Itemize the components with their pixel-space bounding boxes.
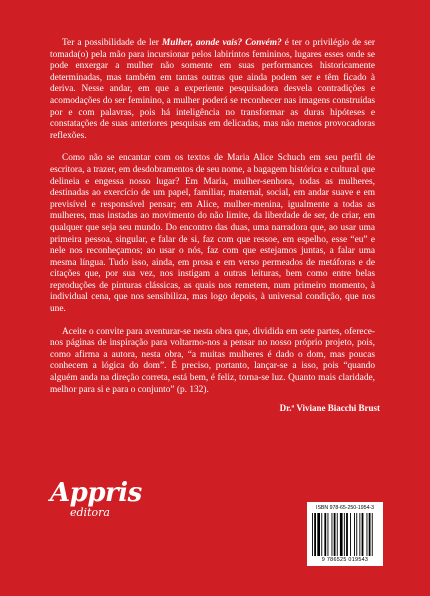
author-signature: Dr.ª Viviane Biacchi Brust <box>279 403 380 413</box>
publisher-name: Appris <box>50 478 142 508</box>
barcode-bars <box>312 513 378 556</box>
back-cover-text <box>50 38 375 407</box>
publisher-subtitle: editora <box>70 506 110 519</box>
barcode-digits: 9 786525 019543 <box>321 557 369 563</box>
paragraph-1-rest: é ter o privilégio de ser tomada(o) pela mão para incursionar pelos labirintos femininos, lugares esses onde se pode enxergar a mulher não somente em suas performances historicamente determinadas, mas também em tantas outras que ainda podem ser e têm ficado à deriva. Nesse andar, em que a experiente pesquisadora desvela contradições e acomodações do ser feminino, a mulher poderá se reconhecer nas imagens construídas por e com palavras, pois há inteligência no transformar as duras hipóteses e constatações de suas anteriores pesquisas em delicadas, mas não menos provocadoras reflexões. <box>50 38 376 141</box>
paragraph-1 <box>50 38 375 142</box>
isbn-label: ISBN 978-65-250-1954-3 <box>316 505 374 511</box>
paragraph-1-lead: Ter a possibilidade de ler <box>62 38 162 48</box>
paragraph-3: Aceite o convite para aventurar-se nesta obra que, dividida em sete partes, oferece-nos páginas de inspiração para voltarmo-nos a pensar no nosso próprio projeto, pois, como afirma a autora, nesta obra, “a muitas mulheres é dado o dom, mas poucas conhecem a lógica do dom”. É preciso, portanto, lançar-se a isso, pois “quando alguém anda na direção correta, está bem, é feliz, torna-se luz. Quanto mais claridade, melhor para si e para o conjunto” (p. 132). <box>50 326 375 395</box>
paragraph-2: Como não se encantar com os textos de Maria Alice Schuch em seu perfil de escritora, a trazer, em desdobramentos de seu nome, a bagagem histórica e cultural que delineia e engessa nosso lugar? Em Maria, mulher-senhora, todas as mulheres, destinadas ao exercício de um papel, familiar, maternal, social, em andar suave e em previsível e responsável pensar; em Alice, mulher-menina, igualmente a todas as mulheres, mas instadas ao movimento do não limite, da liberdade de ser, de criar, em qualquer que seja seu mundo. Do encontro das duas, uma narradora que, ao usar uma primeira pessoa, singular, e falar de si, faz com que ressoe, em espelho, esse “eu” e nele nos reconheçamos; ao usar o nós, faz com que estejamos juntas, a falar uma mesma língua. Tudo isso, ainda, em prosa e em verso permeados de metáforas e de citações que, por sua vez, nos instigam a outras leituras, bem como entre belas reproduções de pinturas clássicas, as quais nos remetem, num primeiro momento, à individual cena, que nos sensibiliza, mas logo depois, à universal condição, que nos une. <box>50 153 375 315</box>
book-title: Mulher, aonde vais? Convém? <box>162 38 282 48</box>
isbn-barcode <box>307 502 383 566</box>
publisher-logo <box>50 476 142 532</box>
